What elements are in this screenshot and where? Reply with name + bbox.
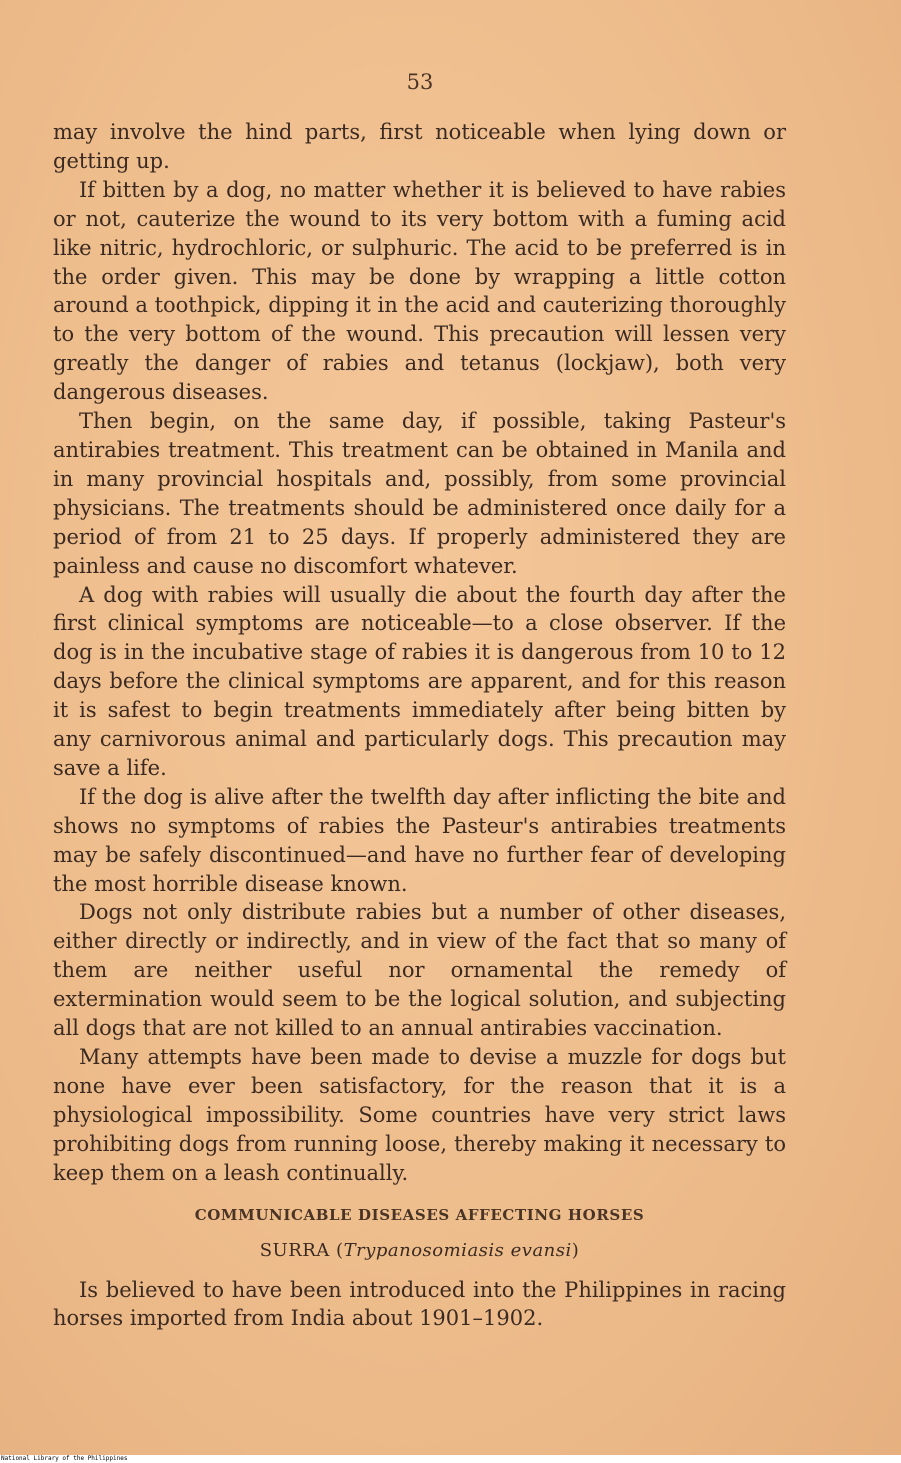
page-number: 53 [406, 70, 434, 94]
sub-heading-name: SURRA [259, 1239, 330, 1261]
sub-heading-close-paren: ) [571, 1239, 580, 1261]
sub-heading-latin: Trypanosomiasis evansi [343, 1239, 572, 1261]
section-heading: COMMUNICABLE DISEASES AFFECTING HORSES [194, 1205, 645, 1224]
sub-heading-open-paren: ( [336, 1239, 344, 1261]
paragraph-muzzle: Many attempts have been made to devise a muzzle for dogs but none have ever been satisfactory, for the reason that it is a physiological impossibility. Some countries have very strict laws prohibiting dogs from running loose, thereby making it necessary to keep them on a leash continually. [53, 1045, 786, 1185]
sub-heading [53, 1238, 786, 1264]
page-body [53, 118, 786, 1333]
paragraph-surra: Is believed to have been introduced into the Philippines in racing horses imported from India about 1901–1902. [53, 1277, 786, 1331]
paragraph-continuation: may involve the hind parts, first noticeable when lying down or getting up. [53, 120, 786, 173]
paragraph-rabies-incubation: A dog with rabies will usually die about the fourth day after the first clinical symptoms are noticeable—to a close observer. If the dog is in the incubative stage of rabies it is dangerous from 10 to 12 days before the clinical symptoms are apparent, and for this reason it is safest to begin treatments immediately after being bitten by any carnivorous animal and particularly dogs. This precaution may save a life. [53, 582, 786, 780]
paragraph-pasteur-treatment: Then begin, on the same day, if possible, taking Pasteur's antirabies treatment. This treatment can be obtained in Manila and in many provincial hospitals and, possibly, from some provincial physicians. The treatments should be administered once daily for a period of from 21 to 25 days. If properly administered they are painless and cause no discomfort whatever. [53, 409, 786, 578]
paragraph-twelfth-day: If the dog is alive after the twelfth day after inflicting the bite and shows no symptoms of rabies the Pasteur's antirabies treatments may be safely discontinued—and have no further fear of developing the most horrible disease known. [53, 784, 786, 896]
paragraph-extermination: Dogs not only distribute rabies but a number of other diseases, either directly or indirectly, and in view of the fact that so many of them are neither useful nor ornamental the remedy of extermination would seem to be the logical solution, and subjecting all dogs that are not killed to an annual antirabies vaccination. [53, 900, 786, 1041]
paragraph-cauterize: If bitten by a dog, no matter whether it is believed to have rabies or not, cauterize the wound to its very bottom with a fuming acid like nitric, hydrochloric, or sulphuric. The acid to be preferred is in the order given. This may be done by wrapping a little cotton around a toothpick, dipping it in the acid and cauterizing thoroughly to the very bottom of the wound. This precaution will lessen very greatly the danger of rabies and tetanus (lockjaw), both very dangerous diseases. [53, 177, 786, 405]
footer-credit: National Library of the Philippines [1, 1455, 128, 1462]
footer-strip [0, 1455, 901, 1463]
